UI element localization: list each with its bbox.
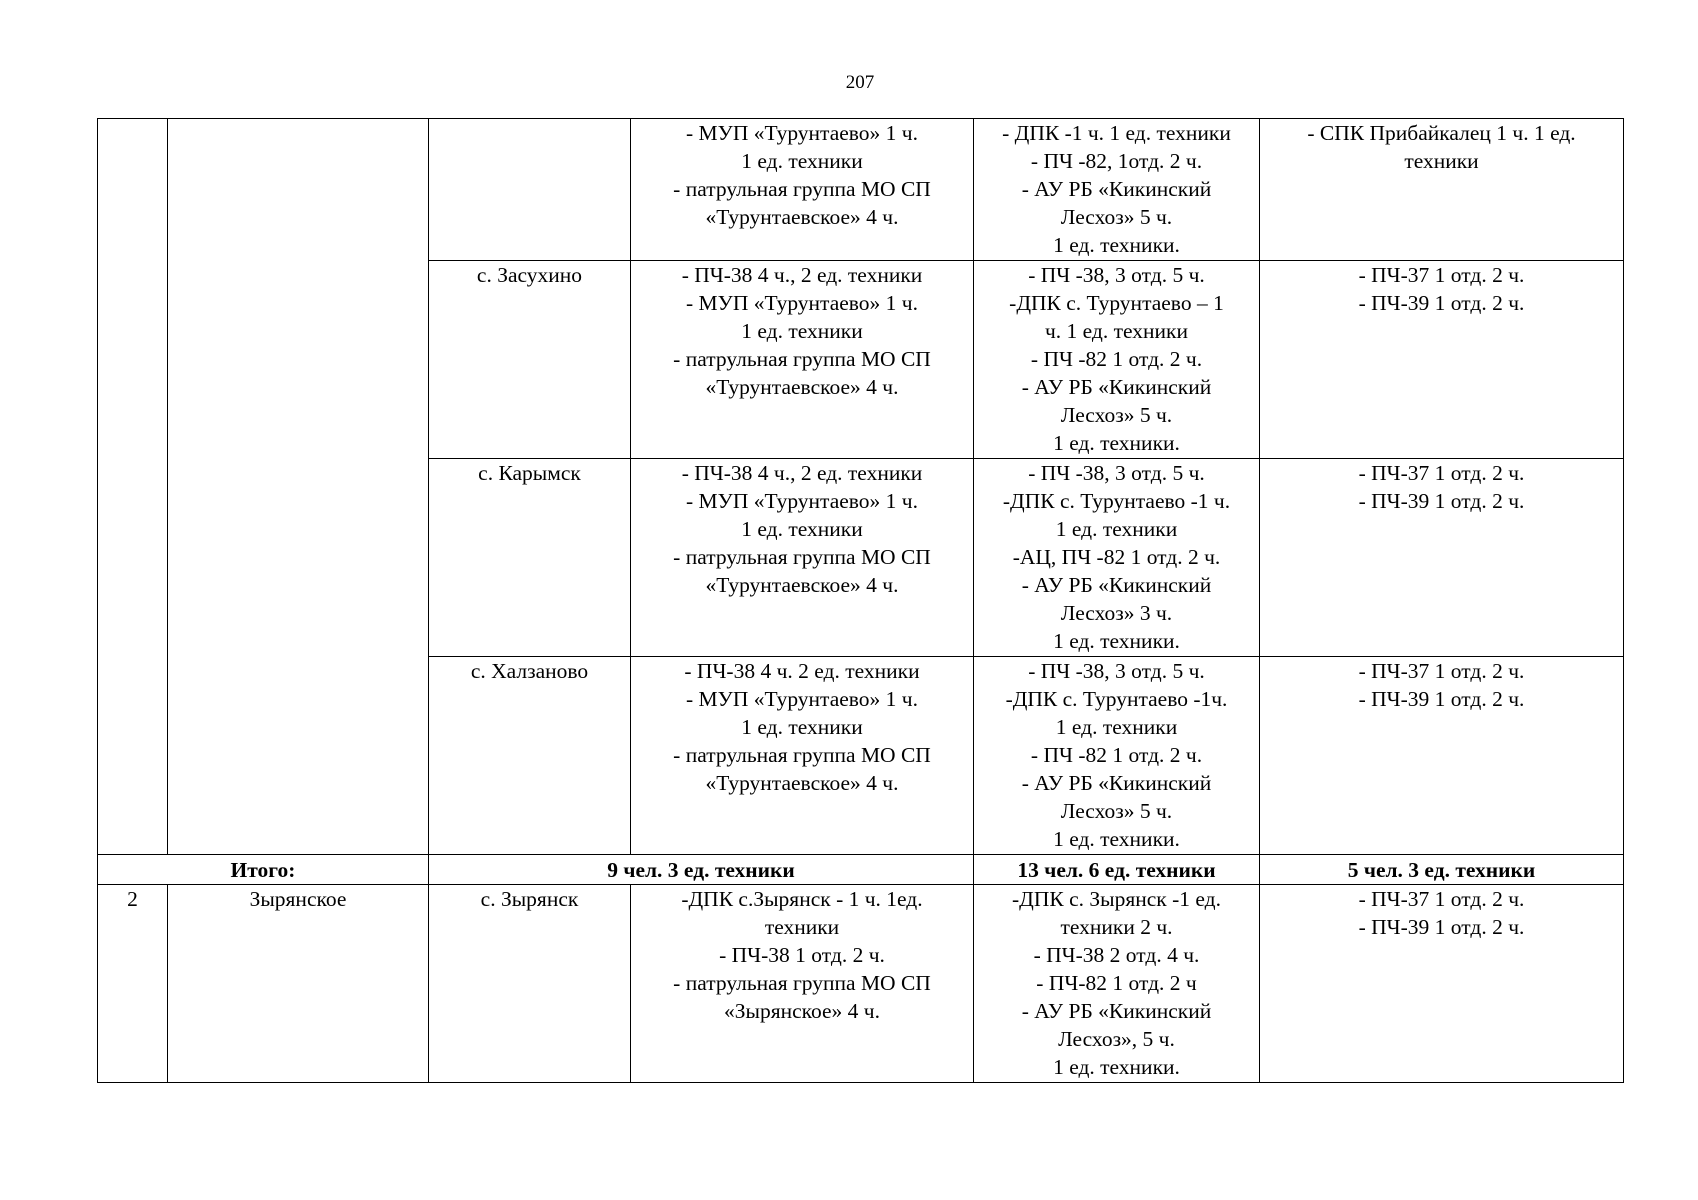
text-line: - ПЧ-37 1 отд. 2 ч. — [1358, 887, 1525, 911]
text-line: Лесхоз», 5 ч. — [1058, 1027, 1175, 1051]
text-line: - ПЧ-38 4 ч. 2 ед. техники — [684, 659, 920, 683]
text-line: - МУП «Турунтаево» 1 ч. — [686, 121, 918, 145]
text-line: - МУП «Турунтаево» 1 ч. — [686, 687, 918, 711]
text-line: - ПЧ -38, 3 отд. 5 ч. — [1028, 461, 1205, 485]
text-line: - ПЧ -38, 3 отд. 5 ч. — [1028, 263, 1205, 287]
local-forces-cell — [631, 119, 974, 261]
text-line: - ПЧ-37 1 отд. 2 ч. — [1358, 659, 1525, 683]
text-line: техники 2 ч. — [1060, 915, 1173, 939]
municipality-cell — [168, 119, 429, 855]
text-line: - патрульная группа МО СП — [673, 177, 931, 201]
text-line: Лесхоз» 5 ч. — [1060, 799, 1173, 823]
district-forces-cell — [974, 657, 1260, 855]
text-line: - ПЧ-82 1 отд. 2 ч — [1036, 971, 1197, 995]
reserve-forces-cell — [1260, 885, 1624, 1083]
text-line: - патрульная группа МО СП — [673, 347, 931, 371]
municipality-cell: Зырянское — [168, 885, 429, 1083]
text-line: «Турунтаевское» 4 ч. — [705, 771, 899, 795]
forces-table — [97, 118, 1624, 1083]
text-line: - АУ РБ «Кикинский — [1021, 999, 1212, 1023]
district-forces-cell — [974, 119, 1260, 261]
text-line: - АУ РБ «Кикинский — [1021, 573, 1212, 597]
text-line: 1 ед. техники. — [1053, 1055, 1180, 1079]
number-cell: 2 — [98, 885, 168, 1083]
text-line: - ПЧ-39 1 отд. 2 ч. — [1358, 915, 1525, 939]
text-line: - патрульная группа МО СП — [673, 545, 931, 569]
text-line: - АУ РБ «Кикинский — [1021, 771, 1212, 795]
settlement-cell — [429, 119, 631, 261]
text-line: - ПЧ-37 1 отд. 2 ч. — [1358, 461, 1525, 485]
text-line: 1 ед. техники — [741, 149, 863, 173]
text-line: - ПЧ-39 1 отд. 2 ч. — [1358, 489, 1525, 513]
page-number: 207 — [845, 72, 875, 93]
text-line: Лесхоз» 3 ч. — [1060, 601, 1173, 625]
text-line: -ДПК с.Зырянск - 1 ч. 1ед. — [681, 887, 923, 911]
text-line: «Зырянское» 4 ч. — [723, 999, 880, 1023]
text-line: -ДПК с. Турунтаево -1ч. — [1005, 687, 1228, 711]
district-forces-cell — [974, 459, 1260, 657]
table-row — [98, 119, 1624, 261]
text-line: 1 ед. техники — [741, 517, 863, 541]
text-line: - ПЧ-37 1 отд. 2 ч. — [1358, 263, 1525, 287]
table-row — [98, 885, 1624, 1083]
text-line: Лесхоз» 5 ч. — [1060, 403, 1173, 427]
text-line: - ПЧ -82 1 отд. 2 ч. — [1030, 347, 1203, 371]
text-line: 1 ед. техники — [741, 715, 863, 739]
district-forces-cell — [974, 885, 1260, 1083]
text-line: 1 ед. техники. — [1053, 827, 1180, 851]
text-line: 1 ед. техники — [1055, 517, 1178, 541]
text-line: 1 ед. техники. — [1053, 233, 1180, 257]
text-line: -АЦ, ПЧ -82 1 отд. 2 ч. — [1012, 545, 1221, 569]
settlement-cell: с. Халзаново — [429, 657, 631, 855]
reserve-forces-cell — [1260, 261, 1624, 459]
text-line: - МУП «Турунтаево» 1 ч. — [686, 291, 918, 315]
local-forces-cell — [631, 657, 974, 855]
text-line: 1 ед. техники. — [1053, 431, 1180, 455]
text-line: - ПЧ -82 1 отд. 2 ч. — [1030, 743, 1203, 767]
text-line: - ПЧ -38, 3 отд. 5 ч. — [1028, 659, 1205, 683]
total-row — [98, 855, 1624, 885]
text-line: «Турунтаевское» 4 ч. — [705, 205, 899, 229]
district-forces-cell — [974, 261, 1260, 459]
text-line: - патрульная группа МО СП — [673, 743, 931, 767]
settlement-cell: с. Зырянск — [429, 885, 631, 1083]
local-forces-cell — [631, 459, 974, 657]
local-forces-cell — [631, 885, 974, 1083]
text-line: - МУП «Турунтаево» 1 ч. — [686, 489, 918, 513]
text-line: техники — [764, 915, 840, 939]
text-line: -ДПК с. Зырянск -1 ед. — [1012, 887, 1221, 911]
text-line: 1 ед. техники. — [1053, 629, 1180, 653]
text-line: - ПЧ-38 2 отд. 4 ч. — [1033, 943, 1200, 967]
reserve-forces-cell — [1260, 657, 1624, 855]
text-line: - ПЧ-39 1 отд. 2 ч. — [1358, 291, 1525, 315]
reserve-forces-cell — [1260, 119, 1624, 261]
text-line: 1 ед. техники — [741, 319, 863, 343]
total-label: Итого: — [98, 855, 429, 885]
number-cell — [98, 119, 168, 855]
text-line: - ПЧ-38 4 ч., 2 ед. техники — [681, 461, 923, 485]
text-line: «Турунтаевское» 4 ч. — [705, 375, 899, 399]
text-line: - ДПК -1 ч. 1 ед. техники — [1002, 121, 1231, 145]
text-line: - АУ РБ «Кикинский — [1021, 375, 1212, 399]
text-line: - ПЧ-39 1 отд. 2 ч. — [1358, 687, 1525, 711]
text-line: 1 ед. техники — [1055, 715, 1178, 739]
text-line: техники — [1404, 149, 1479, 173]
text-line: - ПЧ -82, 1отд. 2 ч. — [1030, 149, 1203, 173]
text-line: Лесхоз» 5 ч. — [1060, 205, 1173, 229]
text-line: -ДПК с. Турунтаево -1 ч. — [1002, 489, 1231, 513]
text-line: -ДПК с. Турунтаево – 1 — [1009, 291, 1224, 315]
district-total: 13 чел. 6 ед. техники — [974, 855, 1260, 885]
text-line: - ПЧ-38 4 ч., 2 ед. техники — [681, 263, 923, 287]
local-total: 9 чел. 3 ед. техники — [429, 855, 974, 885]
text-line: - АУ РБ «Кикинский — [1021, 177, 1212, 201]
reserve-forces-cell — [1260, 459, 1624, 657]
text-line: «Турунтаевское» 4 ч. — [705, 573, 899, 597]
reserve-total: 5 чел. 3 ед. техники — [1260, 855, 1624, 885]
text-line: - патрульная группа МО СП — [673, 971, 931, 995]
text-line: - ПЧ-38 1 отд. 2 ч. — [719, 943, 885, 967]
text-line: ч. 1 ед. техники — [1044, 319, 1188, 343]
settlement-cell: с. Засухино — [429, 261, 631, 459]
text-line: - СПК Прибайкалец 1 ч. 1 ед. — [1307, 121, 1576, 145]
local-forces-cell — [631, 261, 974, 459]
settlement-cell: с. Карымск — [429, 459, 631, 657]
